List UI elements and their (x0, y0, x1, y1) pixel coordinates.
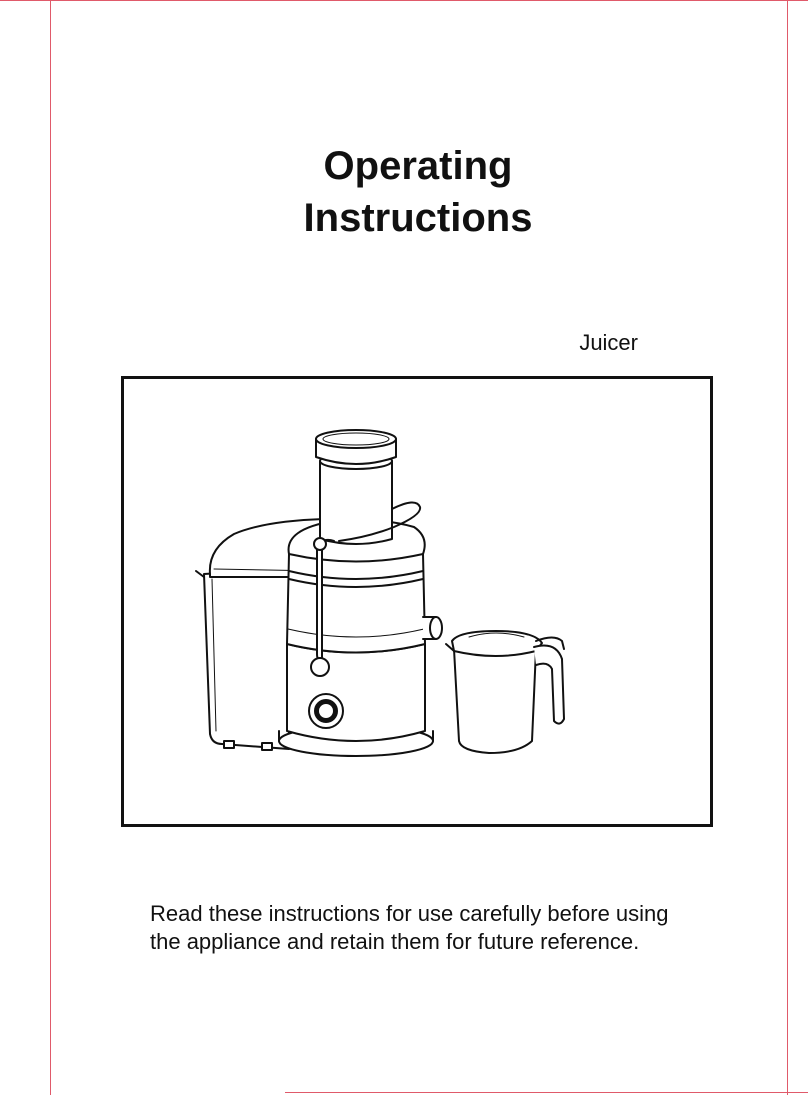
document-title (60, 140, 776, 244)
product-illustration-frame (121, 376, 713, 827)
page-guide-bottom (285, 1092, 808, 1093)
page-guide-top (0, 0, 808, 1)
juicer-illustration (124, 379, 710, 824)
title-line-1: Operating (323, 144, 513, 188)
juice-jug-illustration (446, 631, 564, 753)
usage-notice (150, 900, 750, 956)
notice-line-2: the appliance and retain them for future reference. (150, 929, 640, 954)
notice-line-1: Read these instructions for use carefully before using (150, 901, 669, 926)
product-name: Juicer (579, 330, 638, 355)
title-line-2: Instructions (303, 196, 533, 240)
page-guide-right (787, 0, 788, 1095)
page-guide-left (50, 0, 51, 1095)
juicer-body-illustration (279, 430, 442, 756)
